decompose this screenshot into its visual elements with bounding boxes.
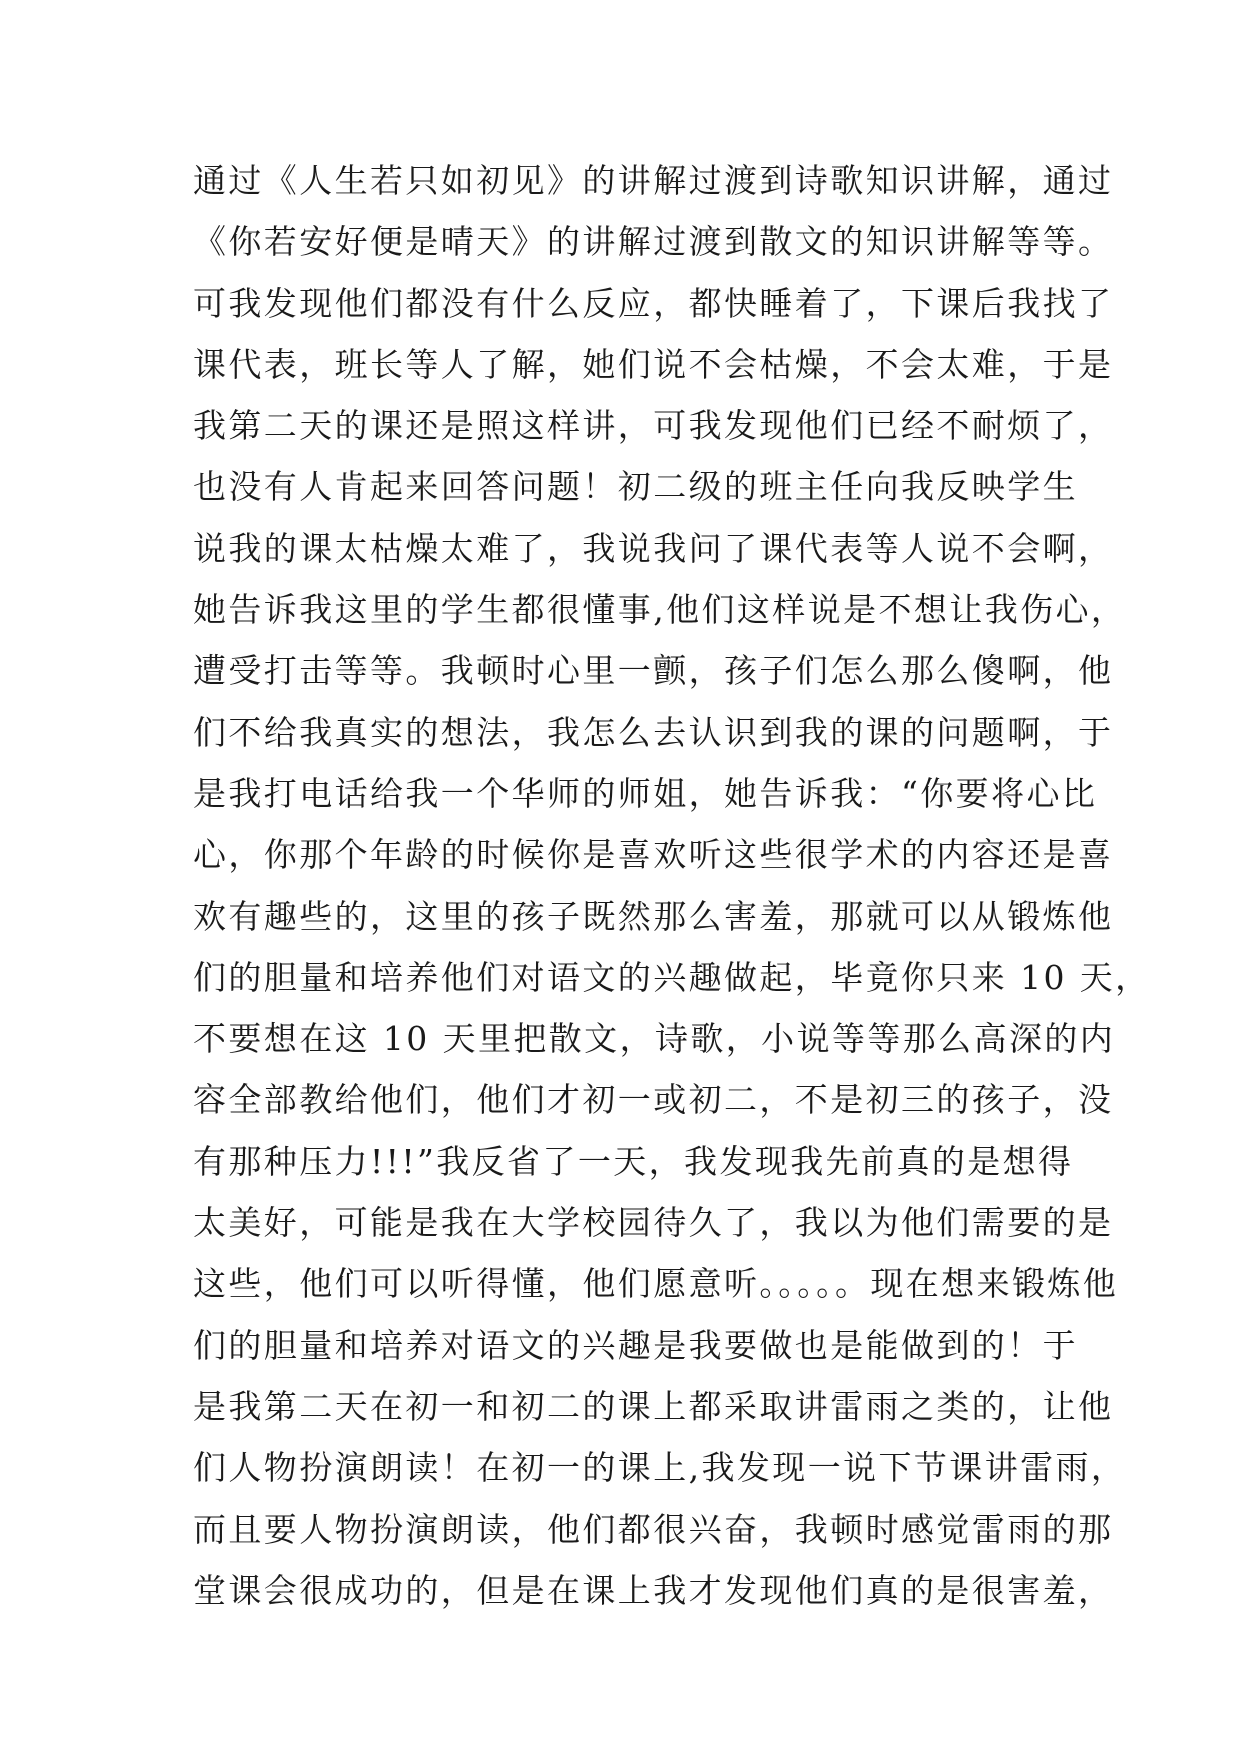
text-line: 们的胆量和培养对语文的兴趣是我要做也是能做到的！于 — [193, 1325, 1078, 1365]
text-line: 我第二天的课还是照这样讲，可我发现他们已经不耐烦了， — [193, 406, 1114, 446]
text-line: 们人物扮演朗读！在初一的课上,我发现一说下节课讲雷雨， — [193, 1448, 1127, 1488]
text-line: 而且要人物扮演朗读，他们都很兴奋，我顿时感觉雷雨的那 — [193, 1509, 1114, 1549]
text-line: 容全部教给他们，他们才初一或初二，不是初三的孩子，没 — [193, 1080, 1114, 1120]
text-line: 课代表，班长等人了解，她们说不会枯燥，不会太难，于是 — [193, 344, 1114, 384]
text-line: 通过《人生若只如初见》的讲解过渡到诗歌知识讲解，通过 — [193, 161, 1114, 200]
text-line: 有那种压力!!!”我反省了一天，我发现我先前真的是想得 — [193, 1141, 1074, 1181]
text-line: 欢有趣些的，这里的孩子既然那么害羞，那就可以从锻炼他 — [193, 896, 1114, 936]
text-line: 《你若安好便是晴天》的讲解过渡到散文的知识讲解等等。 — [193, 222, 1114, 262]
text-line: 是我打电话给我一个华师的师姐，她告诉我：“你要将心比 — [193, 773, 1098, 813]
text-line: 太美好，可能是我在大学校园待久了，我以为他们需要的是 — [193, 1203, 1114, 1243]
text-line: 们不给我真实的想法，我怎么去认识到我的课的问题啊，于 — [193, 712, 1114, 752]
body-text — [193, 150, 1151, 1621]
text-line: 心，你那个年龄的时候你是喜欢听这些很学术的内容还是喜 — [193, 835, 1114, 875]
text-line: 堂课会很成功的，但是在课上我才发现他们真的是很害羞， — [193, 1570, 1114, 1610]
text-line: 这些，他们可以听得懂，他们愿意听。。。。。现在想来锻炼他 — [193, 1264, 1119, 1304]
text-line: 是我第二天在初一和初二的课上都采取讲雷雨之类的，让他 — [193, 1386, 1114, 1426]
text-line: 遭受打击等等。我顿时心里一颤，孩子们怎么那么傻啊，他 — [193, 651, 1114, 691]
text-line: 说我的课太枯燥太难了，我说我问了课代表等人说不会啊， — [193, 528, 1114, 568]
text-line: 们的胆量和培养他们对语文的兴趣做起，毕竟你只来 10 天， — [193, 957, 1151, 997]
text-line: 不要想在这 10 天里把散文，诗歌，小说等等那么高深的内 — [193, 1019, 1116, 1059]
text-line: 也没有人肯起来回答问题！初二级的班主任向我反映学生 — [193, 467, 1078, 507]
text-line: 她告诉我这里的学生都很懂事,他们这样说是不想让我伤心， — [193, 590, 1127, 630]
text-line: 可我发现他们都没有什么反应，都快睡着了，下课后我找了 — [193, 283, 1114, 323]
